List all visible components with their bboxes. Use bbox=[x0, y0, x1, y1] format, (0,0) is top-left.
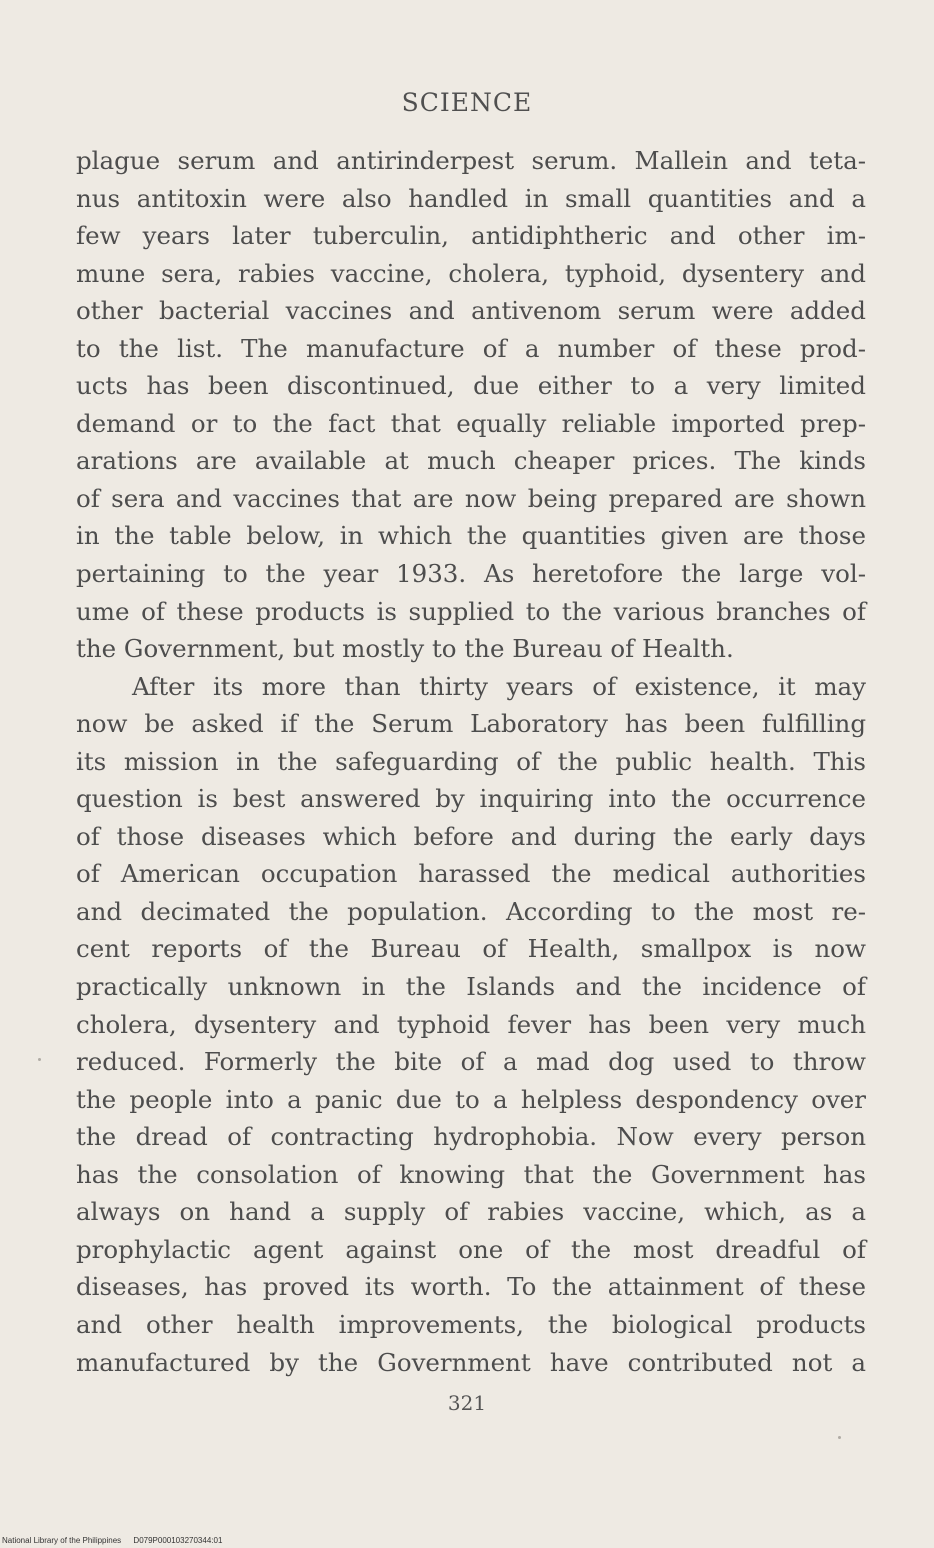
text-line: cent reports of the Bureau of Health, smallpox is now bbox=[76, 934, 866, 964]
text-line: question is best answered by inquiring into the occurrence bbox=[76, 784, 866, 814]
text-line: and other health improvements, the biological products bbox=[76, 1309, 866, 1339]
scan-credit bbox=[2, 1536, 222, 1545]
paragraph-1 bbox=[76, 142, 866, 668]
text-line: practically unknown in the Islands and the incidence of bbox=[76, 972, 866, 1002]
text-line: few years later tuberculin, antidiphtheric and other im- bbox=[76, 221, 866, 251]
text-line: always on hand a supply of rabies vaccine, which, as a bbox=[76, 1197, 866, 1227]
body-text bbox=[76, 142, 866, 1381]
running-head-title: SCIENCE bbox=[401, 88, 533, 117]
text-line: After its more than thirty years of existence, it may bbox=[132, 671, 866, 701]
text-line: of American occupation harassed the medical authorities bbox=[76, 859, 866, 889]
text-line: plague serum and antirinderpest serum. Mallein and teta- bbox=[76, 146, 866, 175]
text-line: of those diseases which before and during the early days bbox=[76, 821, 866, 851]
text-line: now be asked if the Serum Laboratory has been fulfilling bbox=[76, 709, 866, 739]
text-line: other bacterial vaccines and antivenom serum were added bbox=[76, 296, 866, 326]
text-line: the dread of contracting hydrophobia. Now every person bbox=[76, 1122, 866, 1152]
text-line: in the table below, in which the quantities given are those bbox=[76, 521, 866, 551]
paragraph-2 bbox=[76, 668, 866, 1381]
text-line: has the consolation of knowing that the Government has bbox=[76, 1159, 866, 1189]
text-line: arations are available at much cheaper prices. The kinds bbox=[76, 446, 866, 476]
text-line: prophylactic agent against one of the most dreadful of bbox=[76, 1234, 866, 1264]
page-number: 321 bbox=[447, 1391, 487, 1415]
text-line: diseases, has proved its worth. To the attainment of these bbox=[76, 1272, 866, 1302]
text-line: manufactured by the Government have contributed not a bbox=[76, 1347, 866, 1377]
text-line: and decimated the population. According to the most re- bbox=[76, 896, 866, 926]
text-line: ume of these products is supplied to the various branches of bbox=[76, 596, 866, 626]
text-line: mune sera, rabies vaccine, cholera, typhoid, dysentery and bbox=[76, 258, 866, 288]
dust-speck bbox=[838, 1436, 841, 1439]
text-line: the people into a panic due to a helpless despondency over bbox=[76, 1084, 866, 1114]
dust-speck bbox=[38, 1058, 41, 1061]
text-line: the Government, but mostly to the Bureau of Health. bbox=[76, 634, 734, 664]
text-line: nus antitoxin were also handled in small quantities and a bbox=[76, 183, 866, 213]
text-line: of sera and vaccines that are now being prepared are shown bbox=[76, 483, 866, 513]
item-id: D079P000103270344:01 bbox=[133, 1536, 223, 1545]
library-credit: National Library of the Philippines bbox=[2, 1536, 122, 1545]
text-line: pertaining to the year 1933. As heretofore the large vol- bbox=[76, 559, 866, 589]
text-line: to the list. The manufacture of a number of these prod- bbox=[76, 333, 866, 363]
text-line: its mission in the safeguarding of the public health. This bbox=[76, 746, 866, 776]
text-line: cholera, dysentery and typhoid fever has been very much bbox=[76, 1009, 866, 1039]
text-line: reduced. Formerly the bite of a mad dog used to throw bbox=[76, 1047, 866, 1077]
text-line: ucts has been discontinued, due either to a very limited bbox=[76, 371, 866, 401]
text-line: demand or to the fact that equally reliable imported prep- bbox=[76, 408, 866, 438]
